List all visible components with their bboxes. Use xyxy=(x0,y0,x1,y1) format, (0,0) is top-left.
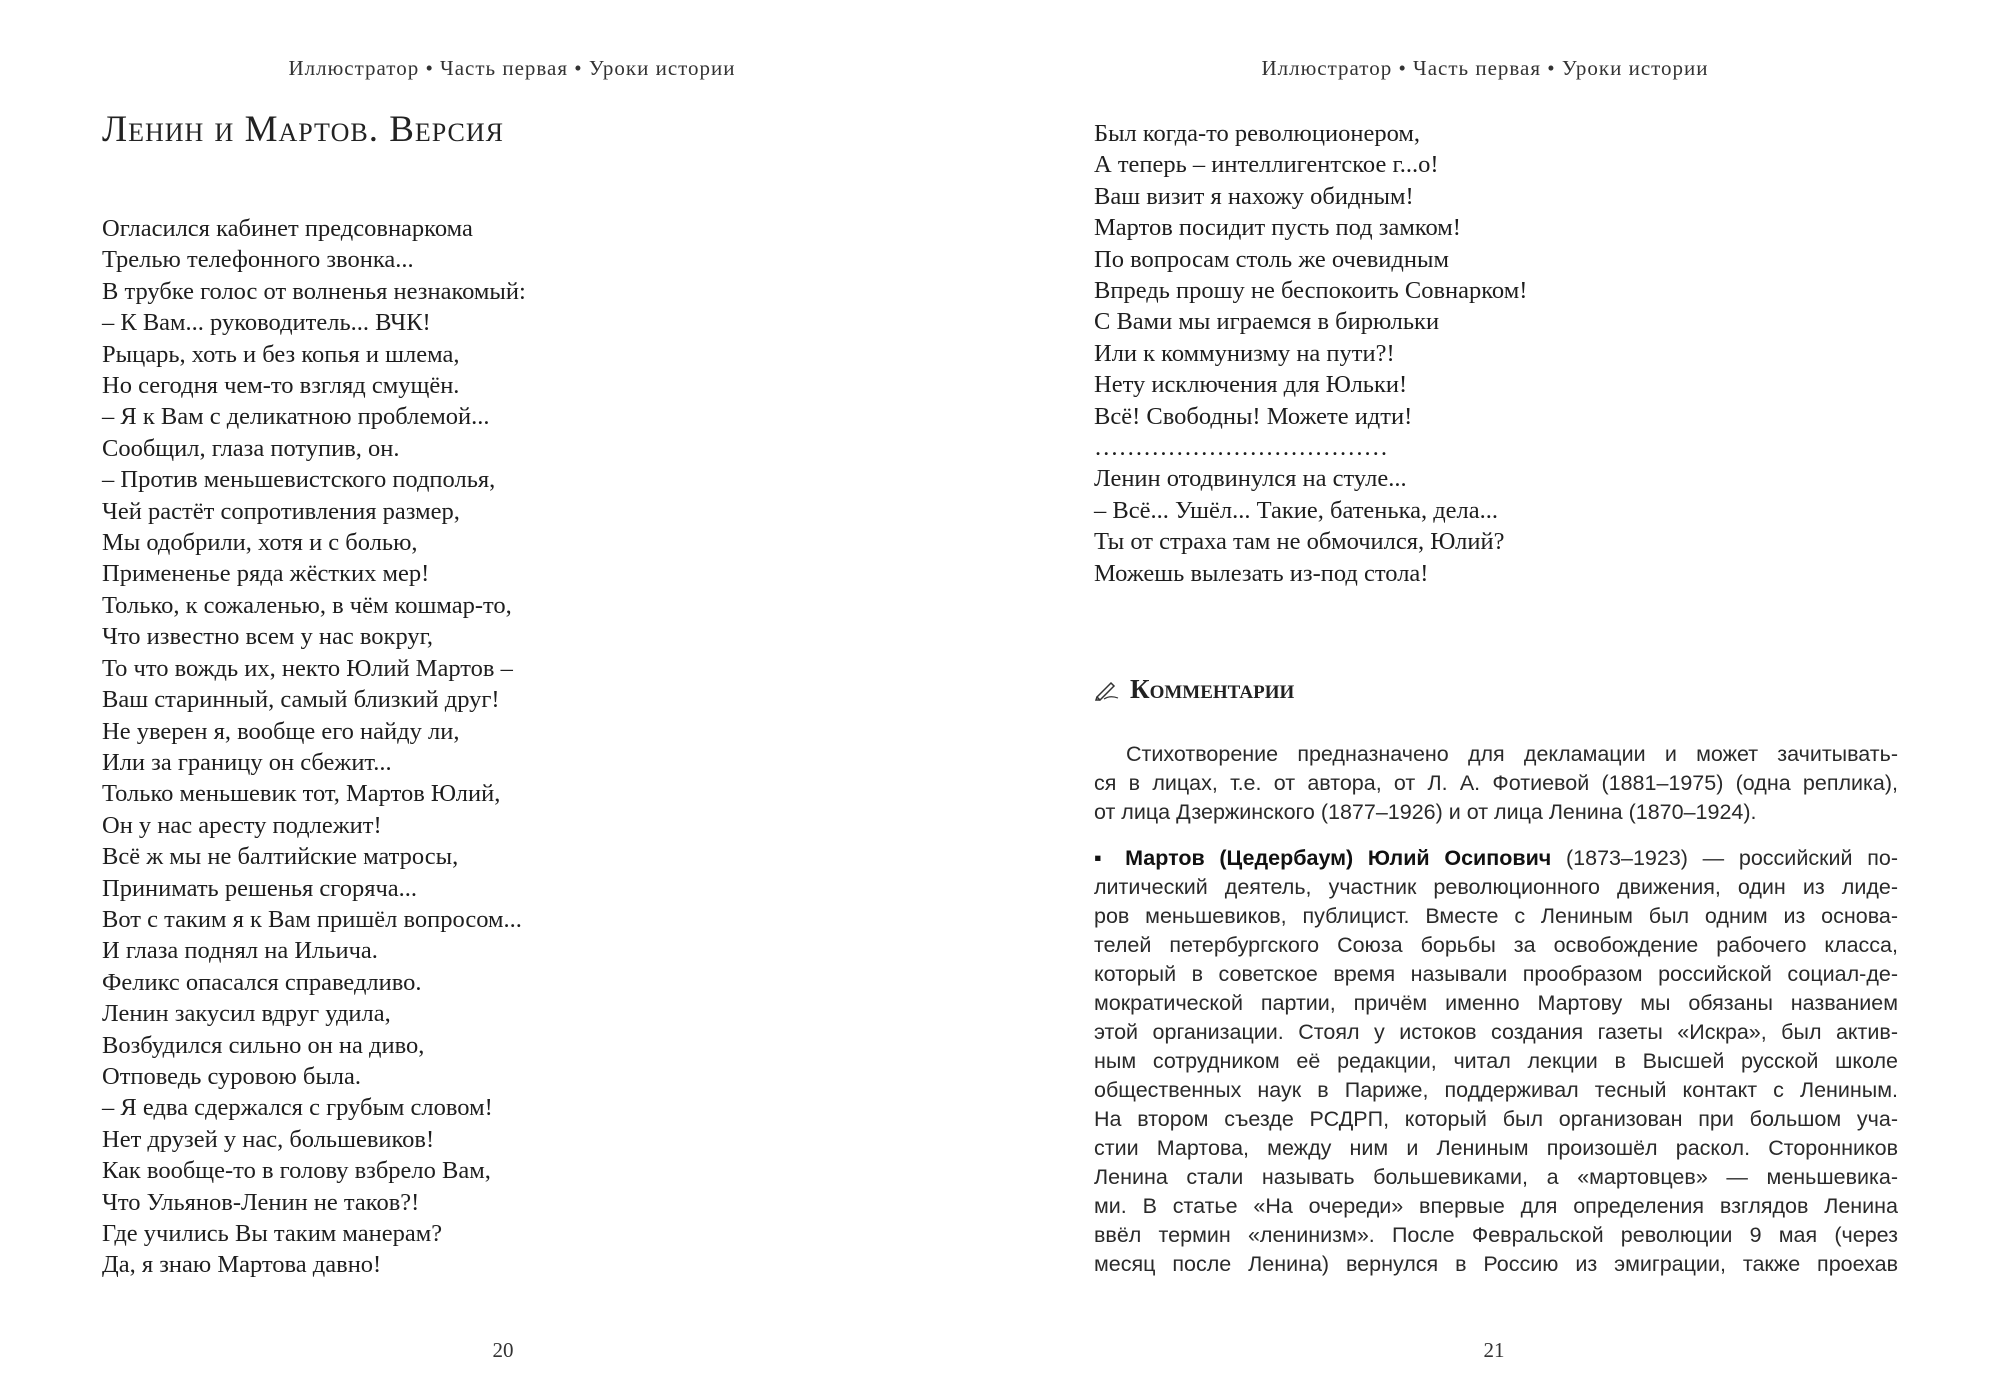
poem-line: Ваш старинный, самый близкий друг! xyxy=(102,686,500,714)
comment-line: стии Мартова, между ним и Лениным произошёл раскол. Сторонников xyxy=(1094,1136,1898,1160)
poem-line: Но сегодня чем-то взгляд смущён. xyxy=(102,372,460,400)
comment-paragraph-martov xyxy=(1094,844,1898,1279)
poem-line: Принимать решенья сгоряча... xyxy=(102,874,418,902)
poem-line: Примененье ряда жёстких мер! xyxy=(102,560,430,588)
poem-line: Огласился кабинет предсовнаркома xyxy=(102,215,473,242)
comment-line: этой организации. Стоял у истоков создания газеты «Искра», был актив- xyxy=(1094,1020,1898,1044)
poem-line: Нету исключения для Юльки! xyxy=(1094,371,1408,399)
poem-line: Феликс опасался справедливо. xyxy=(102,968,422,996)
comment-line: месяц после Ленина) вернулся в Россию из эмиграции, также проехав xyxy=(1094,1252,1898,1276)
poem-line: То что вождь их, некто Юлий Мартов – xyxy=(102,654,513,682)
comment-paragraph-intro xyxy=(1094,740,1898,827)
poem-line: Как вообще-то в голову взбрело Вам, xyxy=(102,1157,491,1185)
comment-line: мократической партии, причём именно Мартову мы обязаны названием xyxy=(1094,991,1898,1015)
poem-line: Он у нас аресту подлежит! xyxy=(102,811,382,839)
comment-line: телей петербургского Союза борьбы за освобождение рабочего класса, xyxy=(1094,933,1898,957)
poem-line: Возбудился сильно он на диво, xyxy=(102,1031,425,1059)
comment-line: ров меньшевиков, публицист. Вместе с Лениным был одним из основа- xyxy=(1094,904,1898,928)
poem-line: Только меньшевик тот, Мартов Юлий, xyxy=(102,780,501,808)
poem-line: Впредь прошу не беспокоить Совнарком! xyxy=(1094,277,1528,305)
poem-line: Не уверен я, вообще его найду ли, xyxy=(102,717,460,745)
poem-line: Нет друзей у нас, большевиков! xyxy=(102,1125,435,1153)
poem-line: Отповедь суровою была. xyxy=(102,1062,362,1090)
poem-line: Или к коммунизму на пути?! xyxy=(1094,339,1395,367)
poem-line: – Я едва сдержался с грубым словом! xyxy=(102,1094,493,1122)
comment-line: общественных наук в Париже, поддерживал тесный контакт с Лениным. xyxy=(1094,1078,1898,1102)
poem-line: С Вами мы играемся в бирюльки xyxy=(1094,308,1440,336)
comment-line: ▪ Мартов (Цедербаум) Юлий Осипович (1873–1923) — российский по- xyxy=(1094,846,1898,870)
comment-line: ся в лицах, т.е. от автора, от Л. А. Фотиевой (1881–1975) (одна реплика), xyxy=(1094,771,1898,795)
comment-line: литический деятель, участник революционного движения, один из лиде- xyxy=(1094,875,1898,899)
comments-heading xyxy=(1094,674,1294,705)
poem-line: Трелью телефонного звонка... xyxy=(102,246,414,274)
poem-text xyxy=(102,213,526,1281)
poem-line: Всё ж мы не балтийские матросы, xyxy=(102,843,459,871)
poem-line: Только, к сожаленью, в чём кошмар-то, xyxy=(102,591,512,619)
poem-line: Где учились Вы таким манерам? xyxy=(102,1220,443,1247)
poem-line: – Я к Вам с деликатною проблемой... xyxy=(102,403,490,431)
comment-line: от лица Дзержинского (1877–1926) и от лица Ленина (1870–1924). xyxy=(1094,800,1757,824)
poem-line: ……………………………… xyxy=(1094,434,1388,462)
poem-line: Всё! Свободны! Можете идти! xyxy=(1094,402,1413,430)
poem-line: И глаза поднял на Ильича. xyxy=(102,937,378,965)
poem-line: Сообщил, глаза потупив, он. xyxy=(102,434,400,462)
poem-line: Был когда-то революционером, xyxy=(1094,120,1420,147)
comment-line: который в советское время называли прообразом российской социал-де- xyxy=(1094,962,1898,986)
poem-line: Что Ульянов-Ленин не таков?! xyxy=(102,1188,420,1216)
comments-heading-text: Комментарии xyxy=(1130,674,1295,704)
poem-line: Или за границу он сбежит... xyxy=(102,748,392,776)
comment-line: Ленина стали называть большевиками, а «мартовцев» — меньшевика- xyxy=(1094,1165,1898,1189)
poem-line: Да, я знаю Мартова давно! xyxy=(102,1251,382,1279)
poem-line: По вопросам столь же очевидным xyxy=(1094,245,1449,273)
comment-line: ным сотрудником её редакции, читал лекции в Высшей русской школе xyxy=(1094,1049,1898,1073)
poem-line: Ты от страха там не обмочился, Юлий? xyxy=(1094,528,1505,556)
comment-line: ми. В статье «На очереди» впервые для определения взглядов Ленина xyxy=(1094,1194,1898,1218)
poem-line: Мартов посидит пусть под замком! xyxy=(1094,214,1461,242)
poem-line: – К Вам... руководитель... ВЧК! xyxy=(102,309,431,337)
poem-line: Ваш визит я нахожу обидным! xyxy=(1094,182,1414,210)
comment-line: Стихотворение предназначено для декламации и может зачитывать- xyxy=(1126,742,1898,766)
poem-line: Мы одобрили, хотя и с болью, xyxy=(102,529,418,557)
poem-line: В трубке голос от волненья незнакомый: xyxy=(102,277,526,305)
page-number: 21 xyxy=(1483,1338,1505,1362)
poem-line: Рыцарь, хоть и без копья и шлема, xyxy=(102,340,460,368)
comment-line: ввёл термин «ленинизм». После Февральской революции 9 мая (через xyxy=(1094,1223,1898,1247)
poem-line: Ленин отодвинулся на стуле... xyxy=(1094,465,1407,493)
running-head: Иллюстратор • Часть первая • Уроки истории xyxy=(288,56,736,80)
poem-line: А теперь – интеллигентское г...о! xyxy=(1094,151,1439,179)
comment-line: На втором съезде РСДРП, который был организован при большом уча- xyxy=(1094,1107,1898,1131)
pen-writing-icon xyxy=(1094,679,1120,701)
poem-line: Можешь вылезать из-под стола! xyxy=(1094,559,1429,587)
martov-name: ▪ Мартов (Цедербаум) Юлий Осипович xyxy=(1094,846,1552,870)
poem-line: Чей растёт сопротивления размер, xyxy=(102,497,460,525)
running-head: Иллюстратор • Часть первая • Уроки истории xyxy=(1261,56,1709,80)
poem-line: Ленин закусил вдруг удила, xyxy=(102,1000,391,1028)
page-number: 20 xyxy=(492,1338,514,1362)
poem-line: Что известно всем у нас вокруг, xyxy=(102,623,434,651)
poem-line: Вот с таким я к Вам пришёл вопросом... xyxy=(102,905,522,933)
page-title: Ленин и Мартов. Версия xyxy=(102,109,504,150)
poem-line: – Всё... Ушёл... Такие, батенька, дела... xyxy=(1094,496,1499,524)
poem-line: – Против меньшевистского подполья, xyxy=(102,466,496,494)
poem-text-continued xyxy=(1094,118,1527,589)
